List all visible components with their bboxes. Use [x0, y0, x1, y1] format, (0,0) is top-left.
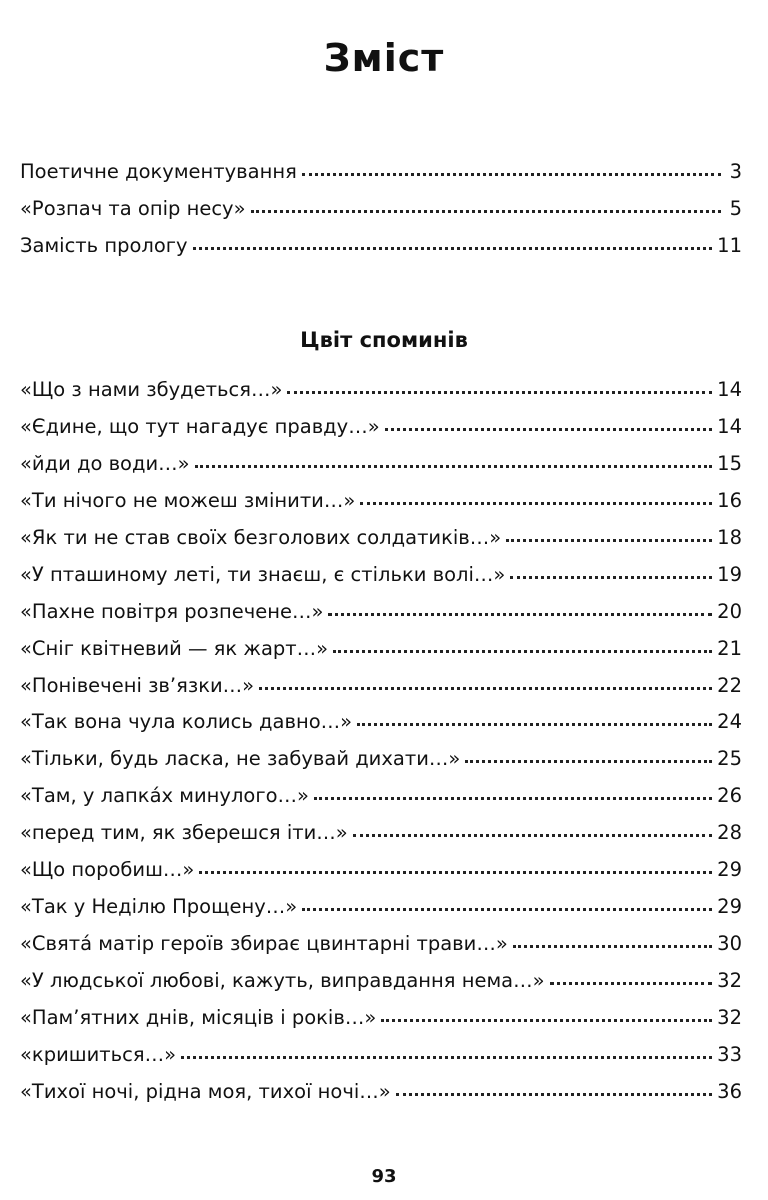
toc-entry	[20, 415, 742, 452]
dot-leader	[506, 537, 712, 542]
dot-leader	[181, 1054, 712, 1059]
toc-entry-page: 20	[717, 599, 742, 623]
dot-leader	[251, 208, 721, 213]
toc-entry	[20, 858, 742, 895]
dot-leader	[302, 171, 721, 176]
section-toc-list	[20, 378, 742, 1117]
section-title: Цвіт споминів	[300, 328, 468, 352]
dot-leader	[550, 980, 713, 985]
toc-entry-page: 5	[729, 197, 742, 220]
dot-leader	[465, 758, 712, 763]
toc-entry-page: 11	[717, 234, 742, 257]
toc-entry	[20, 563, 742, 600]
toc-entry-title: «Так вона чула колись давно…»	[20, 710, 353, 734]
dot-leader	[396, 1091, 712, 1096]
toc-entry-title: «Що поробиш…»	[20, 858, 195, 882]
toc-entry-page: 33	[717, 1042, 742, 1066]
dot-leader	[333, 648, 712, 653]
toc-entry	[20, 1043, 742, 1080]
toc-entry	[20, 637, 742, 674]
toc-entry-title: «йди до води…»	[20, 451, 190, 475]
toc-entry	[20, 160, 742, 197]
toc-entry	[20, 784, 742, 821]
toc-entry-page: 32	[717, 969, 742, 992]
toc-entry-page: 30	[717, 932, 742, 956]
toc-entry-title: «Єдине, що тут нагадує правду…»	[20, 414, 380, 438]
dot-leader	[287, 389, 712, 394]
toc-entry-title: «Там, у лапка́х минулого…»	[20, 784, 309, 808]
dot-leader	[385, 426, 713, 431]
dot-leader	[199, 869, 712, 874]
toc-entry-page: 32	[717, 1005, 742, 1029]
toc-entry	[20, 1080, 742, 1117]
toc-entry-page: 29	[717, 895, 742, 919]
dot-leader	[195, 463, 713, 468]
toc-entry-page: 15	[717, 451, 742, 475]
toc-entry-title: «У людської любові, кажуть, виправдання нема…»	[20, 969, 545, 992]
toc-entry-title: «перед тим, як зберешся іти…»	[20, 821, 348, 845]
toc-entry-page: 19	[717, 562, 742, 586]
dot-leader	[381, 1017, 712, 1022]
toc-entry-title: «Розпач та опір несу»	[20, 197, 246, 220]
toc-entry-title: «Що з нами збудеться…»	[20, 378, 283, 401]
toc-entry	[20, 452, 742, 489]
dot-leader	[360, 500, 712, 505]
toc-entry	[20, 895, 742, 932]
dot-leader	[357, 721, 712, 726]
toc-entry	[20, 378, 742, 415]
toc-entry	[20, 747, 742, 784]
toc-entry	[20, 821, 742, 858]
toc-entry-title: «Понівечені зв’язки…»	[20, 673, 255, 697]
toc-entry-page: 3	[729, 160, 742, 183]
toc-entry-page: 25	[717, 747, 742, 771]
dot-leader	[353, 832, 712, 837]
toc-entry-title: «Свята́ матір героїв збирає цвинтарні трави…»	[20, 932, 508, 956]
toc-entry	[20, 969, 742, 1006]
page-title: Зміст	[323, 36, 445, 80]
toc-entry	[20, 1006, 742, 1043]
intro-toc-list	[20, 160, 742, 271]
toc-entry-title: «Сніг квітневий — як жарт…»	[20, 636, 329, 660]
toc-entry	[20, 674, 742, 711]
toc-entry-page: 29	[717, 858, 742, 882]
page-number: 93	[371, 1166, 397, 1187]
toc-entry	[20, 526, 742, 563]
toc-entry-title: «Ти нічого не можеш змінити…»	[20, 488, 356, 512]
toc-entry	[20, 710, 742, 747]
toc-entry-page: 24	[717, 710, 742, 734]
toc-entry-title: «Як ти не став своїх безголових солдатиків…»	[20, 525, 502, 549]
toc-entry-title: «Тихої ночі, рідна моя, тихої ночі…»	[20, 1079, 391, 1103]
toc-entry-page: 26	[717, 784, 742, 808]
toc-entry-title: Замість прологу	[20, 234, 188, 257]
dot-leader	[510, 574, 712, 579]
toc-entry-page: 28	[717, 821, 742, 845]
toc-entry-title: «Пахне повітря розпечене…»	[20, 599, 324, 623]
toc-entry-page: 18	[717, 525, 742, 549]
toc-entry-page: 21	[717, 636, 742, 660]
dot-leader	[513, 943, 712, 948]
toc-entry	[20, 600, 742, 637]
toc-entry	[20, 234, 742, 271]
toc-entry-page: 22	[717, 673, 742, 697]
toc-entry-page: 16	[717, 488, 742, 512]
toc-entry	[20, 489, 742, 526]
dot-leader	[328, 611, 712, 616]
toc-entry-title: «Тільки, будь ласка, не забувай дихати…»	[20, 747, 461, 771]
toc-entry-page: 36	[717, 1079, 742, 1103]
toc-entry-title: «Так у Неділю Прощену…»	[20, 895, 298, 919]
dot-leader	[193, 245, 713, 250]
toc-entry-title: «Пам’ятних днів, місяців і років…»	[20, 1005, 377, 1029]
dot-leader	[314, 795, 712, 800]
toc-entry-page: 14	[717, 378, 742, 401]
toc-entry	[20, 932, 742, 969]
toc-entry	[20, 197, 742, 234]
toc-entry-title: «У пташиному леті, ти знаєш, є стільки волі…»	[20, 562, 506, 586]
dot-leader	[302, 906, 712, 911]
toc-entry-page: 14	[717, 414, 742, 438]
toc-entry-title: Поетичне документування	[20, 160, 297, 183]
toc-entry-title: «кришиться…»	[20, 1042, 177, 1066]
dot-leader	[259, 685, 712, 690]
